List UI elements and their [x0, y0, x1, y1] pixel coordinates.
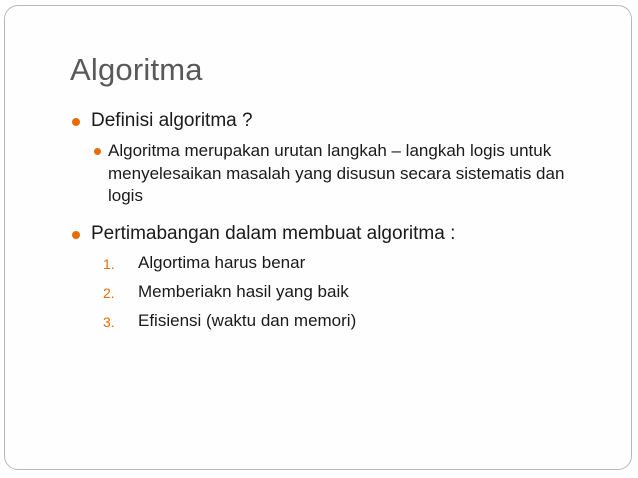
item-number: 2. — [103, 285, 115, 301]
item-text: Efisiensi (waktu dan memori) — [138, 311, 357, 330]
slide-title: Algoritma — [70, 52, 203, 87]
item-number: 1. — [103, 256, 115, 272]
sub-bullet-text: Algoritma merupakan urutan langkah – langkah logis untuk menyelesaikan masalah yang disusun secara sistematis dan logis — [108, 141, 565, 205]
item-number: 3. — [103, 314, 115, 330]
bullet-dot-icon — [72, 118, 80, 126]
bullet-text: Pertimabangan dalam membuat algoritma : — [91, 223, 456, 244]
bullet-text: Definisi algoritma ? — [91, 110, 253, 131]
item-text: Algortima harus benar — [138, 253, 306, 272]
item-text: Memberiakn hasil yang baik — [138, 282, 349, 301]
bullet-dot-icon — [72, 231, 80, 239]
sub-bullet-dot-icon — [94, 148, 101, 155]
